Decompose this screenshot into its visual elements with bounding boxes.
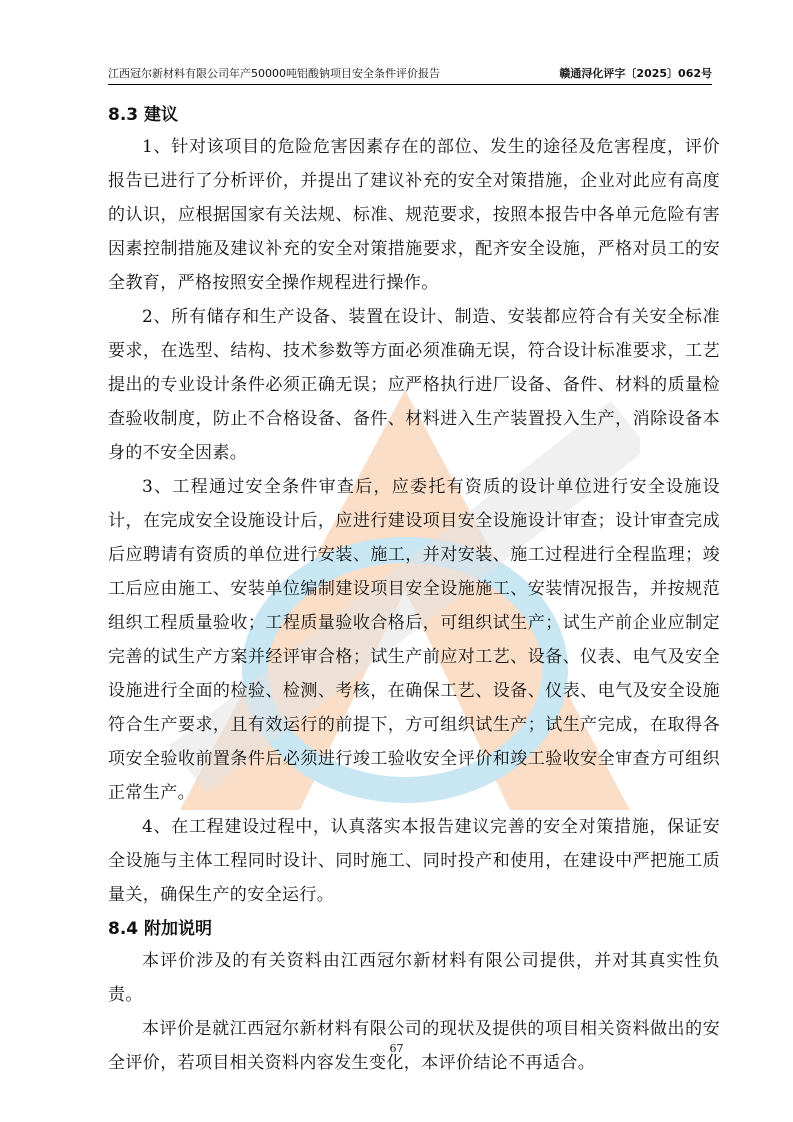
paragraph-recommendation-1: 1、针对该项目的危险危害因素存在的部位、发生的途径及危害程度，评价报告已进行了分析评价，并提出了建议补充的安全对策措施，企业对此应有高度的认识，应根据国家有关法规、标准、规范要求，按照本报告中各单元危险有害因素控制措施及建议补充的安全对策措施要求，配齐安全设施，严格对员工的安全教育，严格按照安全操作规程进行操作。 <box>108 137 720 293</box>
paragraph-recommendation-3: 3、工程通过安全条件审查后，应委托有资质的设计单位进行安全设施设计，在完成安全设施设计后，应进行建设项目安全设施设计审查；设计审查完成后应聘请有资质的单位进行安装、施工，并对安装、施工过程进行全程监理；竣工后应由施工、安装单位编制建设项目安全设施施工、安装情况报告，并按规范组织工程质量验收；工程质量验收合格后，可组织试生产；试生产前企业应制定完善的试生产方案并经评审合格；试生产前应对工艺、设备、仪表、电气及安全设施进行全面的检验、检测、考核，在确保工艺、设备、仪表、电气及安全设施符合生产要求，且有效运行的前提下，方可组织试生产；试生产完成，在取得各项安全验收前置条件后必须进行竣工验收安全评价和竣工验收安全审查方可组织正常生产。 <box>108 477 720 803</box>
paragraph-recommendation-2: 2、所有储存和生产设备、装置在设计、制造、安装都应符合有关安全标准要求，在选型、结构、技术参数等方面必须准确无误，符合设计标准要求，工艺提出的专业设计条件必须正确无误；应严格执行进厂设备、备件、材料的质量检查验收制度，防止不合格设备、备件、材料进入生产装置投入生产，消除设备本身的不安全因素。 <box>108 307 720 463</box>
paragraph-note-2: 本评价是就江西冠尔新材料有限公司的现状及提供的项目相关资料做出的安全评价，若项目相关资料内容发生变化，本评价结论不再适合。 <box>108 1019 720 1073</box>
paragraph-note-1: 本评价涉及的有关资料由江西冠尔新材料有限公司提供，并对其真实性负责。 <box>108 951 720 1005</box>
page-number: 67 <box>389 1042 404 1055</box>
header-report-number: 赣通浔化评字〔2025〕062号 <box>559 67 712 80</box>
section-title-8-3: 8.3 建议 <box>108 105 179 125</box>
paragraph-recommendation-4: 4、在工程建设过程中，认真落实本报告建议完善的安全对策措施，保证安全设施与主体工程同时设计、同时施工、同时投产和使用，在建设中严把施工质量关，确保生产的安全运行。 <box>108 817 720 905</box>
main-content <box>108 100 720 1080</box>
section-title-8-4: 8.4 附加说明 <box>108 919 213 939</box>
running-header <box>108 64 712 85</box>
header-report-title: 江西冠尔新材料有限公司年产50000吨铝酸钠项目安全条件评价报告 <box>108 67 440 80</box>
